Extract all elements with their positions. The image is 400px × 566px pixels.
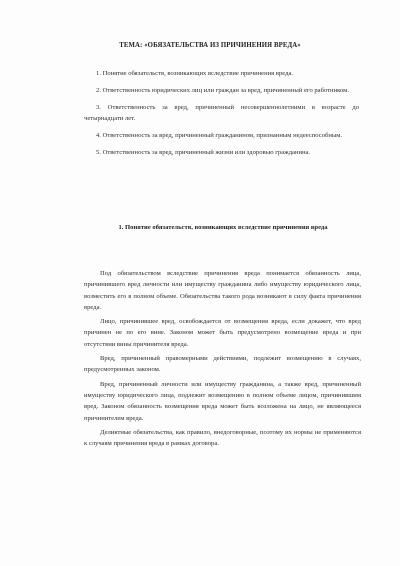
plan-item: 1. Понятие обязательств, возникающих вследствие причинения вреда. bbox=[96, 70, 294, 77]
paragraph: Деликтные обязательства, как правило, внедоговорные, поэтому их нормы не применяются к случаям причинения вреда в рамках договора. bbox=[84, 428, 361, 448]
plan-item: 2. Ответственность юридических лиц или граждан за вред, причиненный его работником. bbox=[96, 87, 349, 94]
plan-item: 4. Ответственность за вред, причиненный гражданином, признанным недееспособным. bbox=[96, 132, 343, 139]
paragraph: Под обязательством вследствие причинения вреда понимается обязанность лица, причинившего вред личности или имуществу гражданина либо имуществу юридического лица, возместить его в полном объеме. Обязательства такого рода возникают в силу факта причинения вреда. bbox=[84, 270, 361, 311]
plan-item: 5. Ответственность за вред, причиненный жизни или здоровью гражданина. bbox=[96, 149, 311, 156]
document-title: ТЕМА: «ОБЯЗАТЕЛЬСТВА ИЗ ПРИЧИНЕНИЯ ВРЕДА» bbox=[119, 42, 301, 49]
body-text bbox=[84, 268, 361, 452]
paragraph: Лицо, причинившее вред, освобождается от возмещения вреда, если докажет, что вред причинен не по его вине. Законом может быть предусмотрено возмещение вреда и при отсутствии вины причинителя вреда. bbox=[84, 318, 361, 348]
document-plan bbox=[84, 68, 359, 164]
paragraph: Вред, причиненный личности или имуществу гражданина, а также вред, причиненный имуществу юридического лица, подлежит возмещению в полном объеме лицом, причинившим вред. Законом обязанность возмещения вреда может быть возложена на лицо, не являющееся причинителем вреда. bbox=[84, 380, 361, 422]
paragraph: Вред, причиненный правомерными действиями, подлежит возмещению в случаях, предусмотренных законом. bbox=[84, 355, 361, 374]
plan-item: 3. Ответственность за вред, причиненный несовершеннолетними в возрасте до четырнадцати лет. bbox=[84, 104, 359, 122]
section-heading: 1. Понятие обязательств, возникающих вследствие причинения вреда bbox=[118, 224, 328, 231]
